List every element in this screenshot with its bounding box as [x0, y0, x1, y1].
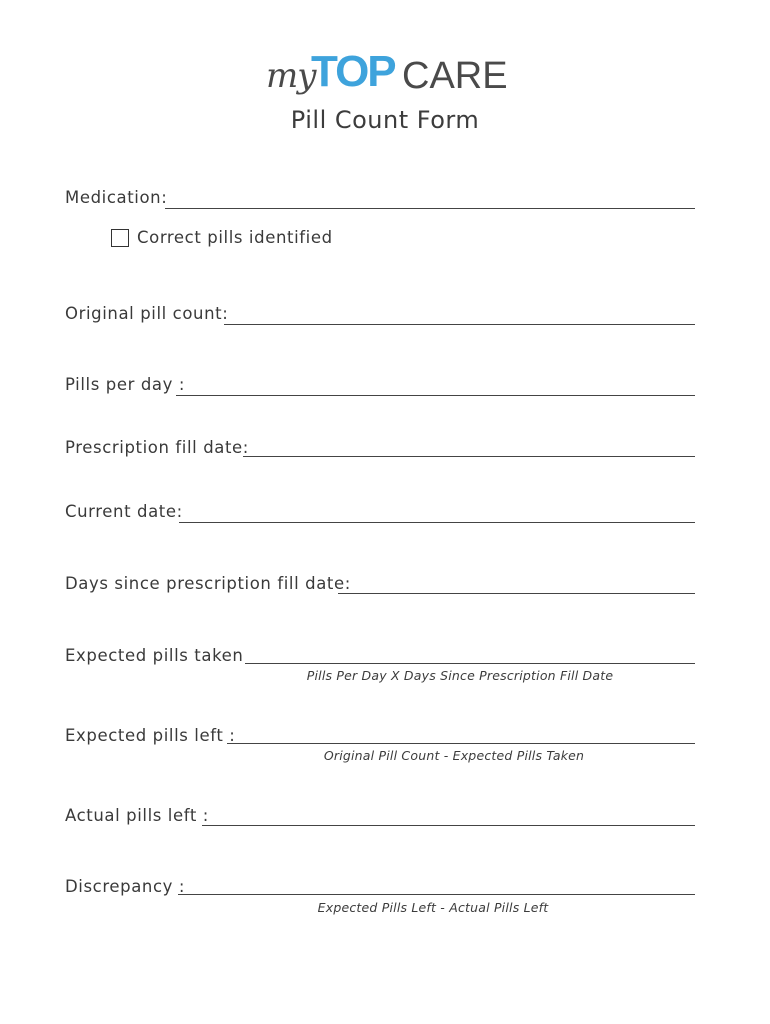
expected-taken-label: Expected pills taken — [65, 646, 244, 665]
expected-taken-line[interactable] — [245, 663, 695, 664]
original-count-label: Original pill count: — [65, 304, 229, 323]
actual-left-line[interactable] — [202, 825, 695, 826]
logo-top: TOP — [311, 47, 395, 96]
discrepancy-label: Discrepancy : — [65, 877, 186, 896]
correct-pills-checkbox[interactable] — [111, 229, 129, 247]
expected-taken-hint: Pills Per Day X Days Since Prescription Fill Date — [306, 668, 614, 683]
actual-left-label: Actual pills left : — [65, 806, 209, 825]
fill-date-label: Prescription fill date: — [65, 438, 249, 457]
discrepancy-line[interactable] — [178, 894, 695, 895]
fill-date-line[interactable] — [243, 456, 695, 457]
medication-line[interactable] — [165, 208, 695, 209]
days-since-label: Days since prescription fill date: — [65, 574, 351, 593]
current-date-line[interactable] — [179, 522, 695, 523]
logo-care: CARE — [402, 55, 508, 97]
medication-label: Medication: — [65, 188, 168, 207]
expected-left-hint: Original Pill Count - Expected Pills Taken — [323, 748, 585, 763]
original-count-line[interactable] — [224, 324, 695, 325]
logo-my: my — [266, 56, 316, 96]
correct-pills-label: Correct pills identified — [137, 228, 333, 247]
expected-left-line[interactable] — [227, 743, 695, 744]
current-date-label: Current date: — [65, 502, 183, 521]
days-since-line[interactable] — [338, 593, 695, 594]
discrepancy-hint: Expected Pills Left - Actual Pills Left — [317, 900, 549, 915]
expected-left-label: Expected pills left : — [65, 726, 236, 745]
mytopcare-logo — [0, 46, 770, 102]
pills-per-day-label: Pills per day : — [65, 375, 185, 394]
pills-per-day-line[interactable] — [176, 395, 695, 396]
form-title: Pill Count Form — [290, 106, 480, 134]
